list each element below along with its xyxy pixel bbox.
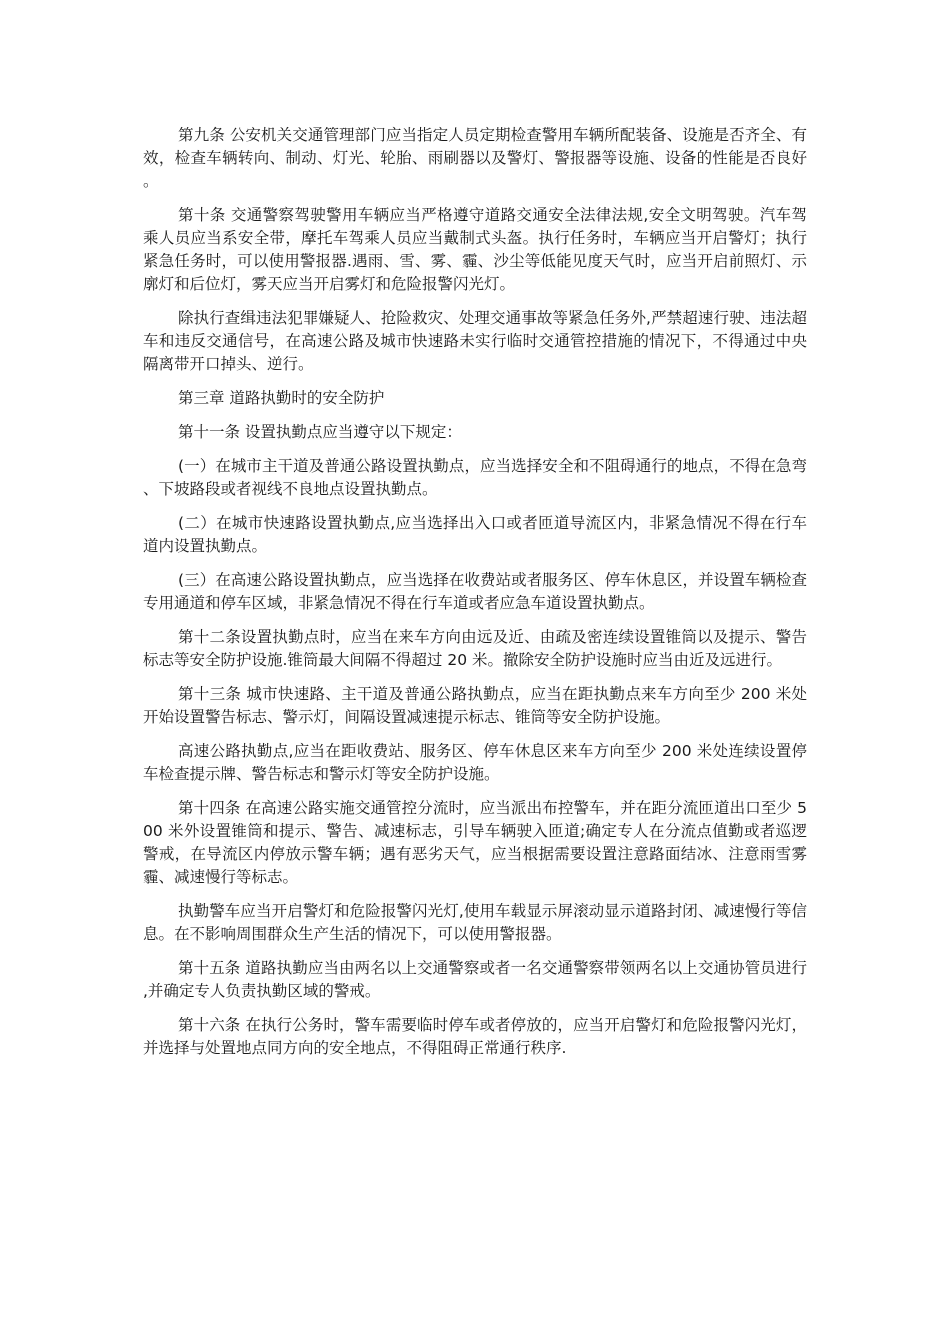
article-14-paragraph: 第十四条 在高速公路实施交通管控分流时，应当派出布控警车，并在距分流匝道出口至少 500 米外设置锥筒和提示、警告、减速标志，引导车辆驶入匝道;确定专人在分流点值勤或者巡逻警戒，在导流区内停放示警车辆；遇有恶劣天气，应当根据需要设置注意路面结冰、注意雨雪雾霾、减速慢行等标志。 <box>143 799 807 886</box>
article-11-item-2: (二）在城市快速路设置执勤点,应当选择出入口或者匝道导流区内，非紧急情况不得在行车道内设置执勤点。 <box>143 514 807 555</box>
article-13-continuation-paragraph: 高速公路执勤点,应当在距收费站、服务区、停车休息区来车方向至少 200 米处连续设置停车检查提示牌、警告标志和警示灯等安全防护设施。 <box>143 742 807 783</box>
article-10-paragraph: 第十条 交通警察驾驶警用车辆应当严格遵守道路交通安全法律法规,安全文明驾驶。汽车驾乘人员应当系安全带，摩托车驾乘人员应当戴制式头盔。执行任务时，车辆应当开启警灯；执行紧急任务时，可以使用警报器.遇雨、雪、雾、霾、沙尘等低能见度天气时，应当开启前照灯、示廓灯和后位灯，雾天应当开启雾灯和危险报警闪光灯。 <box>143 206 807 293</box>
article-12-paragraph: 第十二条设置执勤点时，应当在来车方向由远及近、由疏及密连续设置锥筒以及提示、警告标志等安全防护设施.锥筒最大间隔不得超过 20 米。撤除安全防护设施时应当由近及远进行。 <box>143 628 807 669</box>
article-14-continuation-paragraph: 执勤警车应当开启警灯和危险报警闪光灯,使用车载显示屏滚动显示道路封闭、减速慢行等信息。在不影响周围群众生产生活的情况下，可以使用警报器。 <box>143 902 807 943</box>
article-10-continuation-paragraph: 除执行查缉违法犯罪嫌疑人、抢险救灾、处理交通事故等紧急任务外,严禁超速行驶、违法超车和违反交通信号，在高速公路及城市快速路未实行临时交通管控措施的情况下，不得通过中央隔离带开口掉头、逆行。 <box>143 309 807 373</box>
article-11-item-1: (一）在城市主干道及普通公路设置执勤点，应当选择安全和不阻碍通行的地点，不得在急弯、下坡路段或者视线不良地点设置执勤点。 <box>143 457 807 498</box>
article-9-paragraph: 第九条 公安机关交通管理部门应当指定人员定期检查警用车辆所配装备、设施是否齐全、有效，检查车辆转向、制动、灯光、轮胎、雨刷器以及警灯、警报器等设施、设备的性能是否良好。 <box>143 126 807 190</box>
article-15-paragraph: 第十五条 道路执勤应当由两名以上交通警察或者一名交通警察带领两名以上交通协管员进行,并确定专人负责执勤区域的警戒。 <box>143 959 807 1000</box>
article-11-item-3: (三）在高速公路设置执勤点，应当选择在收费站或者服务区、停车休息区，并设置车辆检查专用通道和停车区域，非紧急情况不得在行车道或者应急车道设置执勤点。 <box>143 571 807 612</box>
chapter-3-heading: 第三章 道路执勤时的安全防护 <box>178 389 385 407</box>
article-11-paragraph: 第十一条 设置执勤点应当遵守以下规定： <box>178 423 462 441</box>
article-13-paragraph: 第十三条 城市快速路、主干道及普通公路执勤点，应当在距执勤点来车方向至少 200 米处开始设置警告标志、警示灯，间隔设置减速提示标志、锥筒等安全防护设施。 <box>143 685 807 726</box>
document-page <box>143 124 807 1071</box>
article-16-paragraph: 第十六条 在执行公务时，警车需要临时停车或者停放的，应当开启警灯和危险报警闪光灯，并选择与处置地点同方向的安全地点，不得阻碍正常通行秩序. <box>143 1016 807 1057</box>
